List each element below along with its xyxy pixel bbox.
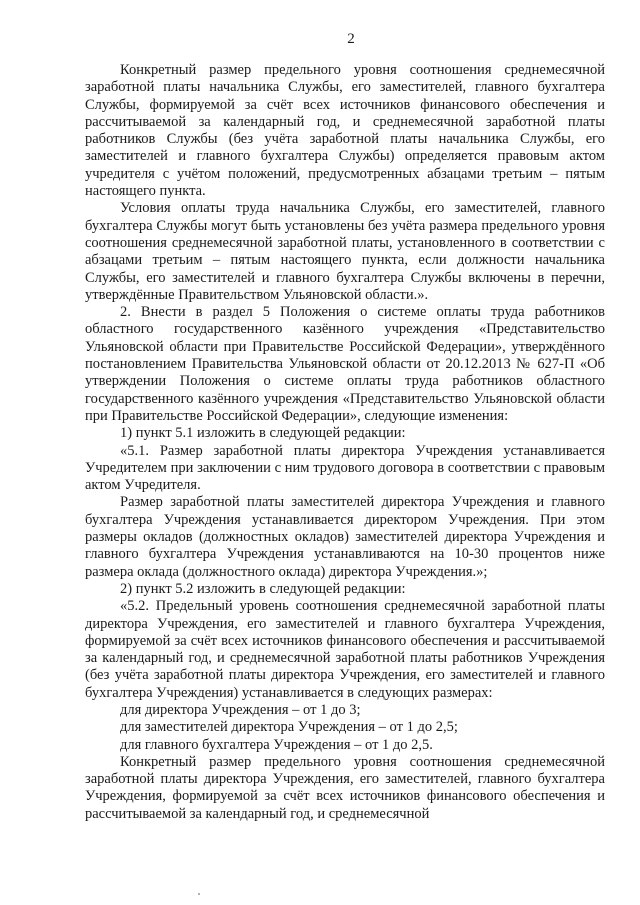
paragraph-item-5-2-text: «5.2. Предельный уровень соотношения среднемесячной заработной платы директора Учреждения, его заместителей и главного бухгалтера Учреждения, формируемой за счёт всех источников финансового обеспечения и рассчитываемой за календарный год, и среднемесячной заработной платы работников Учреждения (без учёта заработной платы директора Учреждения, его заместителей и главного бухгалтера Учреждения) устанавливается в следующих размерах: — [85, 598, 605, 701]
paragraph-specific-ratio-institution: Конкретный размер предельного уровня соотношения среднемесячной заработной платы директора Учреждения, его заместителей, главного бухгалтера Учреждения, формируемой за счёт всех источников финансового обеспечения и рассчитываемой за календарный год, и среднемесячной — [85, 753, 605, 822]
paragraph-amendment-section-5: 2. Внести в раздел 5 Положения о системе оплаты труда работников областного государственного казённого учреждения «Представительство Ульяновской области при Правительстве Российской Федерации», утверждённого постановлением Правительства Ульяновской области от 20.12.2013 № 627-П «Об утверждении Положения о системе оплаты труда работников областного государственного казённого учреждения «Представительство Ульяновской области при Правительстве Российской Федерации», следующие изменения: — [85, 304, 605, 424]
paragraph-item-5-2-intro: 2) пункт 5.2 изложить в следующей редакции: — [120, 580, 406, 597]
document-page — [85, 30, 605, 823]
paragraph-deputies-salary: Размер заработной платы заместителей директора Учреждения и главного бухгалтера Учреждения устанавливается директором Учреждения. При этом размеры окладов (должностных окладов) заместителей директора Учреждения и главного бухгалтера Учреждения устанавливаются на 10-30 процентов ниже размера оклада (должностного оклада) директора Учреждения.»; — [85, 494, 605, 580]
paragraph-max-salary-ratio-service: Конкретный размер предельного уровня соотношения среднемесячной заработной платы начальника Службы, его заместителей, главного бухгалтера Службы, формируемой за счёт всех источников финансового обеспечения и рассчитываемой за календарный год, и среднемесячной заработной платы работников Службы (без учёта заработной платы начальника Службы, его заместителей и главного бухгалтера Службы) определяется правовым актом учредителя с учётом положений, предусмотренных абзацами третьим – пятым настоящего пункта. — [85, 62, 605, 200]
list-item-deputies-ratio: для заместителей директора Учреждения – от 1 до 2,5; — [120, 719, 458, 736]
list-item-director-ratio: для директора Учреждения – от 1 до 3; — [120, 701, 361, 718]
page-number: 2 — [347, 31, 355, 47]
paragraph-item-5-1-text: «5.1. Размер заработной платы директора Учреждения устанавливается Учредителем при заключении с ним трудового договора в соответствии с правовым актом Учредителя. — [85, 442, 605, 494]
scan-speck — [198, 893, 200, 895]
paragraph-item-5-1-intro: 1) пункт 5.1 изложить в следующей редакции: — [120, 425, 406, 442]
paragraph-pay-conditions-service: Условия оплаты труда начальника Службы, его заместителей, главного бухгалтера Службы могут быть установлены без учёта размера предельного уровня соотношения среднемесячной заработной платы, установленного в соответствии с абзацами третьим – пятым настоящего пункта, если должности начальника Службы, его заместителей и главного бухгалтера Службы включены в перечни, утверждённые Правительством Ульяновской области.». — [85, 200, 605, 303]
list-item-chief-accountant-ratio: для главного бухгалтера Учреждения – от 1 до 2,5. — [120, 736, 433, 753]
